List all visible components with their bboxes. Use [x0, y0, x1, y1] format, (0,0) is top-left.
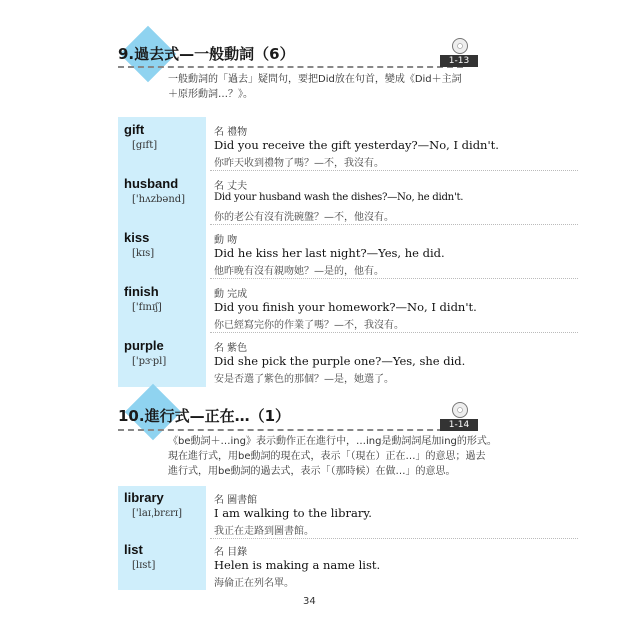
entry-example-en: Did she pick the purple one?—Yes, she did.: [214, 354, 466, 368]
entry-separator: [210, 332, 578, 333]
section-9-divider: [118, 66, 463, 68]
entry-example-zh: 你已經寫完你的作業了嗎？—不，我沒有。: [214, 320, 404, 331]
entry-pos: 名 丈夫: [214, 181, 248, 192]
track-number: 1-13: [440, 55, 478, 67]
entry-word: gift: [124, 122, 145, 137]
entry-word: finish: [124, 284, 159, 299]
cd-icon: [452, 402, 468, 418]
entry-example-zh: 海倫正在列名單。: [214, 578, 294, 589]
section-9-intro: [168, 72, 462, 102]
entry-example-zh: 你昨天收到禮物了嗎？—不，我沒有。: [214, 158, 384, 169]
entry-example-zh: 他昨晚有沒有親吻她？—是的，他有。: [214, 266, 384, 277]
entry-example-zh: 安是否選了紫色的那個？—是，她選了。: [214, 374, 394, 385]
entry-ipa: [lɪst]: [132, 560, 156, 571]
intro-line: 一般動詞的「過去」疑問句，要把Did放在句首，變成《Did＋主詞: [168, 74, 462, 85]
entry-example-en: Did you finish your homework?—No, I didn't.: [214, 300, 477, 314]
entry-pos: 名 圖書館: [214, 495, 258, 506]
entry-example-en: I am walking to the library.: [214, 506, 372, 520]
entry-ipa: ['fɪnɪʃ]: [132, 302, 162, 313]
intro-line: ＋原形動詞…？》。: [168, 89, 253, 100]
entry-pos: 名 紫色: [214, 343, 248, 354]
entry-pos: 動 吻: [214, 235, 238, 246]
section-9-title: 9.過去式—一般動詞（6）: [118, 45, 295, 63]
entry-example-en: Did your husband wash the dishes?—No, he didn't.: [214, 192, 464, 203]
section-10-intro: [168, 434, 497, 479]
entry-example-zh: 我正在走路到圖書館。: [214, 526, 314, 537]
section-10-title: 10.進行式—正在…（1）: [118, 407, 291, 425]
entry-pos: 名 禮物: [214, 127, 248, 138]
entry-word: library: [124, 490, 164, 505]
entry-example-en: Did you receive the gift yesterday?—No, I didn't.: [214, 138, 499, 152]
entry-separator: [210, 538, 578, 539]
entry-ipa: ['laɪˌbrɛrɪ]: [132, 508, 182, 519]
intro-line: 《be動詞＋…ing》表示動作正在進行中，…ing是動詞詞尾加ing的形式。: [168, 436, 497, 447]
entry-ipa: ['hʌzbənd]: [132, 194, 186, 205]
entry-ipa: ['pɝpl]: [132, 356, 167, 367]
section-10-divider: [118, 429, 463, 431]
entry-pos: 名 目錄: [214, 547, 248, 558]
entry-separator: [210, 170, 578, 171]
entry-ipa: [kɪs]: [132, 248, 155, 259]
entry-pos: 動 完成: [214, 289, 248, 300]
entry-example-en: Helen is making a name list.: [214, 558, 381, 572]
entry-ipa: [gɪft]: [132, 140, 158, 151]
track-number: 1-14: [440, 419, 478, 431]
entry-example-zh: 你的老公有沒有洗碗盤？—不，他沒有。: [214, 212, 394, 223]
track-badge-1-14: [440, 402, 478, 431]
entry-example-en: Did he kiss her last night?—Yes, he did.: [214, 246, 445, 260]
entry-word: list: [124, 542, 143, 557]
track-badge-1-13: [440, 38, 478, 67]
cd-icon: [452, 38, 468, 54]
entry-word: purple: [124, 338, 164, 353]
page-number: 34: [303, 596, 316, 607]
entry-separator: [210, 278, 578, 279]
entry-word: kiss: [124, 230, 150, 245]
intro-line: 進行式，用be動詞的過去式，表示「（那時候）在做…」的意思。: [168, 466, 456, 477]
entry-word: husband: [124, 176, 179, 191]
intro-line: 現在進行式，用be動詞的現在式，表示「（現在）正在…」的意思；過去: [168, 451, 486, 462]
entry-separator: [210, 224, 578, 225]
